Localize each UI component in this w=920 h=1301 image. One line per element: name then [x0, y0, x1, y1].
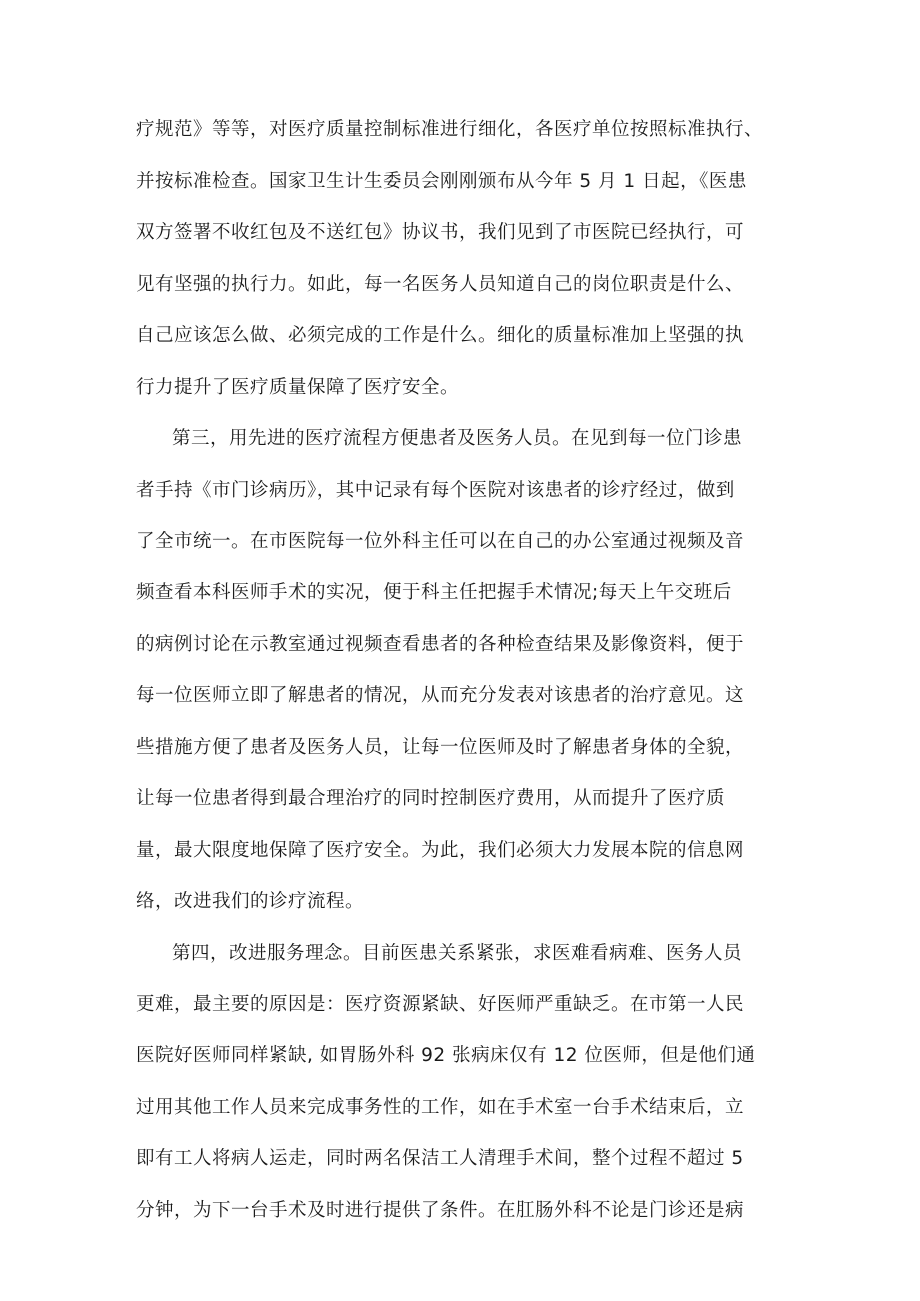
body-text-line: 让每一位患者得到最合理治疗的同时控制医疗费用，从而提升了医疗质 [136, 788, 726, 809]
body-text-line: 络，改进我们的诊疗流程。 [136, 891, 365, 912]
body-text-line: 即有工人将病人运走，同时两名保洁工人清理手术间，整个过程不超过 5 [136, 1148, 744, 1169]
body-text-line: 双方签署不收红包及不送红包》协议书，我们见到了市医院已经执行，可 [136, 222, 745, 243]
body-text-line: 量，最大限度地保障了医疗安全。为此，我们必须大力发展本院的信息网 [136, 840, 745, 861]
body-text-line: 自己应该怎么做、必须完成的工作是什么。细化的质量标准加上坚强的执 [136, 325, 745, 346]
body-text-line: 者手持《市门诊病历》，其中记录有每个医院对该患者的诊疗经过，做到 [136, 480, 735, 501]
body-text-line: 见有坚强的执行力。如此，每一名医务人员知道自己的岗位职责是什么、 [136, 274, 745, 295]
body-text-line: 了全市统一。在市医院每一位外科主任可以在自己的办公室通过视频及音 [136, 531, 745, 552]
body-text-line: 更难，最主要的原因是：医疗资源紧缺、好医师严重缺乏。在市第一人民 [136, 994, 745, 1015]
body-text-line: 的病例讨论在示教室通过视频查看患者的各种检查结果及影像资料，便于 [136, 634, 745, 655]
body-text-line: 频查看本科医师手术的实况，便于科主任把握手术情况;每天上午交班后 [136, 582, 732, 603]
body-text-line: 过用其他工作人员来完成事务性的工作，如在手术室一台手术结束后，立 [136, 1097, 745, 1118]
body-text-line: 疗规范》等等，对医疗质量控制标准进行细化，各医疗单位按照标准执行、 [136, 119, 764, 140]
paragraph-first-line: 第三，用先进的医疗流程方便患者及医务人员。在见到每一位门诊患 [172, 428, 743, 449]
body-text-line: 医院好医师同样紧缺, 如胃肠外科 92 张病床仅有 12 位医师，但是他们通 [136, 1045, 756, 1066]
body-text-line: 些措施方便了患者及医务人员，让每一位医师及时了解患者身体的全貌， [136, 737, 745, 758]
body-text-line: 并按标准检查。国家卫生计生委员会刚刚颁布从今年 5 月 1 日起，《医患 [136, 171, 747, 192]
body-text-line: 行力提升了医疗质量保障了医疗安全。 [136, 377, 460, 398]
body-text-line: 分钟，为下一台手术及时进行提供了条件。在肛肠外科不论是门诊还是病 [136, 1200, 745, 1221]
body-text-line: 每一位医师立即了解患者的情况，从而充分发表对该患者的治疗意见。这 [136, 685, 745, 706]
paragraph-first-line: 第四，改进服务理念。目前医患关系紧张，求医难看病难、医务人员 [172, 943, 743, 964]
